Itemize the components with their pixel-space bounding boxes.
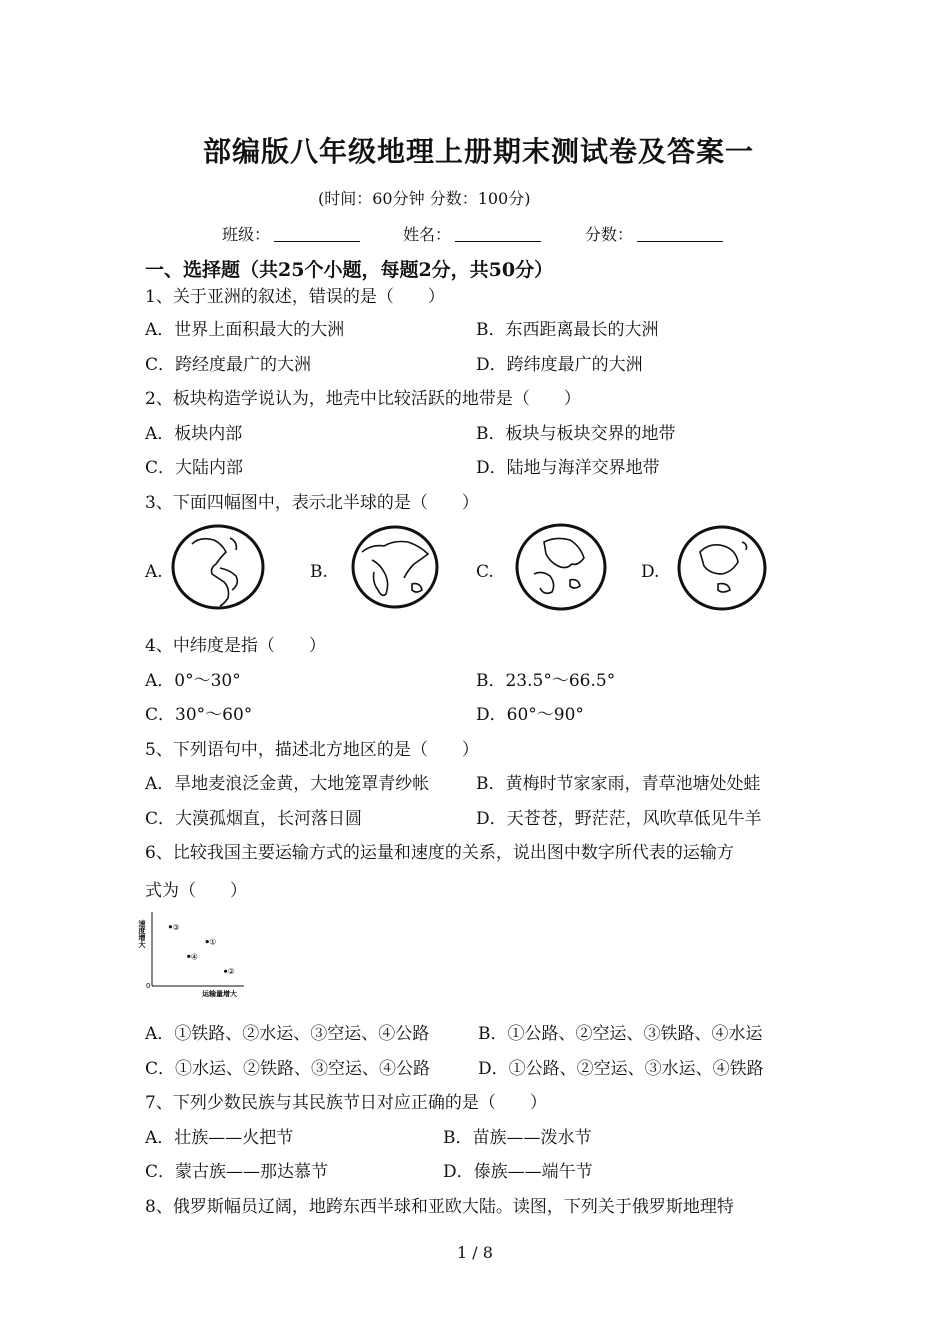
question-6-stem-cont: 式为（ ）	[145, 881, 247, 901]
section-heading: 一、选择题（共25个小题，每题2分，共50分）	[145, 259, 554, 281]
q7-option-c[interactable]: C．蒙古族——那达慕节	[145, 1162, 329, 1182]
q2-option-b[interactable]: B．板块与板块交界的地带	[476, 424, 676, 444]
q2-option-c[interactable]: C．大陆内部	[145, 458, 244, 478]
class-field[interactable]	[222, 222, 360, 245]
score-field[interactable]	[585, 222, 723, 245]
q6-chart	[140, 906, 250, 998]
q5-option-d[interactable]: D．天苍苍，野茫茫，风吹草低见牛羊	[476, 809, 762, 829]
score-blank[interactable]	[637, 225, 723, 242]
q4-option-c[interactable]: C．30°～60°	[145, 705, 253, 725]
chart-y-label: 速度增大	[138, 920, 146, 948]
name-field[interactable]	[403, 222, 541, 245]
q3-option-a[interactable]: A.	[145, 562, 163, 582]
q7-option-b[interactable]: B．苗族——泼水节	[443, 1128, 592, 1148]
chart-point-label-4: ②	[227, 967, 235, 977]
page-title: 部编版八年级地理上册期末测试卷及答案一	[203, 135, 755, 168]
q7-option-a[interactable]: A．壮族——火把节	[145, 1128, 294, 1148]
q2-option-a[interactable]: A．板块内部	[145, 424, 243, 444]
chart-point-label-3: ④	[190, 952, 198, 962]
question-6-stem: 6、比较我国主要运输方式的运量和速度的关系，说出图中数字所代表的运输方	[145, 843, 734, 863]
question-2-stem: 2、板块构造学说认为，地壳中比较活跃的地带是（ ）	[145, 389, 581, 409]
question-4-stem: 4、中纬度是指（ ）	[145, 636, 326, 656]
q5-option-b[interactable]: B．黄梅时节家家雨，青草池塘处处蛙	[476, 774, 761, 794]
q3-option-d[interactable]: D.	[641, 562, 660, 582]
globe-b-image	[350, 524, 440, 610]
q3-option-b[interactable]: B.	[310, 562, 328, 582]
globe-c-image	[514, 522, 608, 612]
question-5-stem: 5、下列语句中，描述北方地区的是（ ）	[145, 740, 479, 760]
q1-option-d[interactable]: D．跨纬度最广的大洲	[476, 355, 643, 375]
q1-option-b[interactable]: B．东西距离最长的大洲	[476, 320, 659, 340]
question-3-stem: 3、下面四幅图中，表示北半球的是（ ）	[145, 493, 479, 513]
globe-a-image	[170, 524, 266, 610]
question-7-stem: 7、下列少数民族与其民族节日对应正确的是（ ）	[145, 1093, 547, 1113]
q5-option-c[interactable]: C．大漠孤烟直，长河落日圆	[145, 809, 363, 829]
q7-option-d[interactable]: D．傣族——端午节	[443, 1162, 593, 1182]
score-label: 分数：	[585, 225, 634, 244]
question-1-stem: 1、关于亚洲的叙述，错误的是（ ）	[145, 287, 445, 307]
q1-option-c[interactable]: C．跨经度最广的大洲	[145, 355, 312, 375]
question-8-stem: 8、俄罗斯幅员辽阔，地跨东西半球和亚欧大陆。读图，下列关于俄罗斯地理特	[145, 1197, 734, 1217]
q5-option-a[interactable]: A．旱地麦浪泛金黄，大地笼罩青纱帐	[145, 774, 430, 794]
class-label: 班级：	[222, 225, 271, 244]
q6-option-a[interactable]: A．①铁路、②水运、③空运、④公路	[145, 1024, 430, 1044]
chart-x-label: 运输量增大	[202, 990, 237, 998]
page-number: 1 / 8	[457, 1243, 493, 1262]
chart-origin-label: 0	[146, 982, 151, 990]
class-blank[interactable]	[274, 225, 360, 242]
q4-option-d[interactable]: D．60°～90°	[476, 705, 584, 725]
name-blank[interactable]	[455, 225, 541, 242]
q3-option-c[interactable]: C.	[476, 562, 494, 582]
exam-info: (时间：60分钟 分数：100分)	[318, 189, 531, 208]
chart-point-label-1: ③	[172, 922, 180, 932]
q4-option-a[interactable]: A．0°～30°	[145, 671, 241, 691]
q4-option-b[interactable]: B．23.5°～66.5°	[476, 671, 616, 691]
chart-point-label-2: ①	[209, 937, 217, 947]
name-label: 姓名：	[403, 225, 452, 244]
q6-option-b[interactable]: B．①公路、②空运、③铁路、④水运	[478, 1024, 763, 1044]
q2-option-d[interactable]: D．陆地与海洋交界地带	[476, 458, 660, 478]
q6-option-c[interactable]: C．①水运、②铁路、③空运、④公路	[145, 1059, 431, 1079]
q1-option-a[interactable]: A．世界上面积最大的大洲	[145, 320, 345, 340]
globe-d-image	[676, 524, 768, 612]
q6-option-d[interactable]: D．①公路、②空运、③水运、④铁路	[478, 1059, 764, 1079]
